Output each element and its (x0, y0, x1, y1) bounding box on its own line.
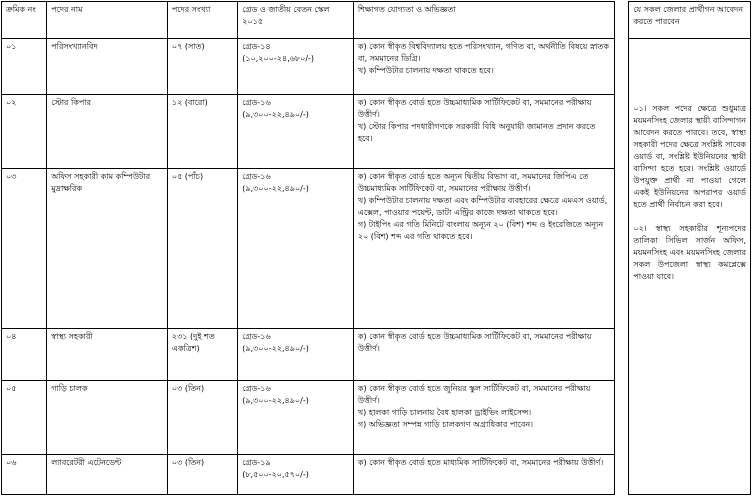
eligibility-note: ০২। স্বাস্থ্য সহকারীর শূন্যপদের তালিকা সিভিল সার্জন অফিস, ময়মনসিংহ এবং ময়মনসিংহ জেলার সকল উপজেলা স্বাস্থ্য কমপ্লেক্সে পাওয়া যাবে। (633, 224, 746, 281)
row-serial: ০২ (2, 95, 47, 169)
row-post-name: অফিস সহকারী কাম কম্পিউটার মুদ্রাক্ষরিক (47, 169, 168, 329)
header-grade-scale: গ্রেড ও জাতীয় বেতন স্কেল ২০১৫ (238, 2, 354, 39)
row-grade: গ্রেড-১৬ (242, 384, 271, 393)
row-scale: (৯,৩০০-২২,৪৯০/-) (242, 396, 309, 405)
row-post-count: ১২ (বারো) (167, 95, 237, 169)
requirement-item: খ) কম্পিউটার চালনায় দক্ষতা এবং কম্পিউটার ব্যবহারের ক্ষেত্রে এমএস ওয়ার্ড, এক্সেল, পাওয়ার পয়েন্ট, ডাটা এন্ট্রির কাজে দক্ষতা থাকতে হবে। (357, 196, 608, 217)
row-serial: ০৫ (2, 381, 47, 455)
requirement-item: ক) কোন স্বীকৃত বিশ্ববিদ্যালয় হতে পরিসংখ্যান, গণিত বা, অর্থনীতি বিষয়ে স্নাতক বা, সমমানের ডিগ্রি। (357, 42, 609, 63)
row-post-count: ০৭ (সাত) (167, 39, 237, 95)
requirement-item: গ) টাইপিং এর গতি মিনিটে বাংলায় অন্যূন ২০ (বিশ) শব্দ ও ইংরেজিতে অন্যূন ২০ (বিশ) শব্দ এর গতি থাকতে হবে। (357, 220, 604, 241)
eligibility-notes (629, 39, 751, 495)
row-grade-scale (238, 381, 354, 455)
row-post-name: পরিসংখ্যানবিদ (47, 39, 168, 95)
row-post-count: ০৩ (তিন) (167, 381, 237, 455)
row-grade: গ্রেড-১৬ (242, 98, 271, 107)
requirement-item: ক) কোন স্বীকৃত বোর্ড হতে উচ্চমাধ্যমিক সার্টিফিকেট বা, সমমানের পরীক্ষায় উত্তীর্ণ। (357, 332, 592, 353)
row-post-count: ০৫ (পাঁচ) (167, 169, 237, 329)
row-grade: গ্রেড-১৬ (242, 332, 271, 341)
header-post-name: পদের নাম (47, 2, 168, 39)
row-post-name: গাড়ি চালক (47, 381, 168, 455)
recruitment-table (1, 1, 751, 495)
row-requirements (353, 95, 614, 169)
row-requirements (353, 39, 614, 95)
row-grade: গ্রেড-১৬ (242, 172, 271, 181)
header-qualification: শিক্ষাগত যোগ্যতা ও অভিজ্ঞতা (353, 2, 614, 39)
row-grade-scale (238, 329, 354, 381)
row-post-count: ০৩ (তিন) (167, 455, 237, 495)
row-grade: গ্রেড-১৪ (242, 42, 271, 51)
header-serial: ক্রমিক নং (2, 2, 47, 39)
recruitment-table-document (1, 1, 751, 494)
row-scale: (১০,২০০-২৪,৬৮০/-) (242, 54, 315, 63)
row-serial: ০১ (2, 39, 47, 95)
requirement-item: ক) কোন স্বীকৃত বোর্ড হতে জুনিয়র স্কুল সার্টিফিকেট বা, সমমানের পরীক্ষায় উত্তীর্ণ। (357, 384, 591, 405)
requirement-item: ক) কোন স্বীকৃত বোর্ড হতে মাধ্যমিক সার্টিফিকেট বা, সমমানের পরীক্ষায় উত্তীর্ণ। (357, 458, 604, 467)
row-grade-scale (238, 39, 354, 95)
row-grade-scale (238, 95, 354, 169)
row-post-count: ২৩১ (দুই শত একত্রিশ) (167, 329, 237, 381)
column-gap (615, 381, 629, 455)
row-post-name: ল্যাবরেটরী এটেনডেন্ট (47, 455, 168, 495)
row-requirements (353, 169, 614, 329)
requirement-item: খ) হালকা গাড়ি চালনায় বৈধ হালকা ড্রাইভিং লাইসেন্স। (357, 408, 532, 417)
column-gap (615, 455, 629, 495)
column-gap (615, 329, 629, 381)
header-eligible-districts: যে সকল জেলার প্রার্থীগন আবেদন করতে পারবেন (629, 2, 751, 39)
row-grade: গ্রেড-১৯ (242, 458, 271, 467)
header-row (2, 2, 751, 39)
row-scale: (৯,৩০০-২২,৪৯০/-) (242, 110, 309, 119)
row-requirements (353, 455, 614, 495)
column-gap (615, 95, 629, 169)
column-gap (615, 169, 629, 329)
row-requirements (353, 381, 614, 455)
requirement-item: খ) কম্পিউটার চালনায় দক্ষতা থাকতে হবে। (357, 66, 494, 75)
row-serial: ০৬ (2, 455, 47, 495)
row-scale: (৮,৫০০-২০,৫৭০/-) (242, 470, 309, 479)
requirement-item: ক) কোন স্বীকৃত বোর্ড হতে অন্যূন দ্বিতীয় বিভাগ বা, সমমানের জিপিএ তে উচ্চমাধ্যমিক সার্টিফিকেট বা, সমমানের পরীক্ষায় উত্তীর্ণ। (357, 172, 589, 193)
row-post-name: স্বাস্থ্য সহকারী (47, 329, 168, 381)
requirement-item: গ) অভিজ্ঞতা সম্পন্ন গাড়ি চালকগণ অগ্রাধিকার পাবেন। (357, 420, 533, 429)
column-gap (615, 39, 629, 95)
requirement-item: ক) কোন স্বীকৃত বোর্ড হতে উচ্চমাধ্যমিক সার্টিফিকেট বা, সমমানের পরীক্ষায় উত্তীর্ণ। (357, 98, 592, 119)
column-gap (615, 2, 629, 39)
row-scale: (৯,৩০০-২২,৪৯০/-) (242, 184, 309, 193)
row-grade-scale (238, 169, 354, 329)
requirement-item: খ) স্টোর কিপার পদধারীগণকে সরকারী বিধি অনুযায়ী জামানত প্রদান করতে হবে। (357, 122, 596, 143)
row-serial: ০৩ (2, 169, 47, 329)
row-scale: (৯,৩০০-২২,৪৯০/-) (242, 344, 309, 353)
row-grade-scale (238, 455, 354, 495)
eligibility-note: ০১। সকল পদের ক্ষেত্রে শুধুমাত্র ময়মনসিংহ জেলার স্থায়ী বাসিন্দাগন আবেদন করতে পারবে। তবে, স্বাস্থ্য সহকারী পদের ক্ষেত্রে সংশ্লিষ্ট সাবেক ওয়ার্ড বা, সংশ্লিষ্ট ইউনিয়নের স্থায়ী বাসিন্দা হতে হবে। সংশ্লিষ্ট ওয়ার্ডে উপযুক্ত প্রার্থী না পাওয়া গেলে একই ইউনিয়নের অপরাপর ওয়ার্ড হতে প্রার্থী নির্বাচন করা হবে। (633, 104, 746, 209)
header-post-count: পদের সংখ্যা (167, 2, 237, 39)
row-requirements (353, 329, 614, 381)
table-row (2, 39, 751, 95)
row-post-name: স্টোর কিপার (47, 95, 168, 169)
row-serial: ০৪ (2, 329, 47, 381)
